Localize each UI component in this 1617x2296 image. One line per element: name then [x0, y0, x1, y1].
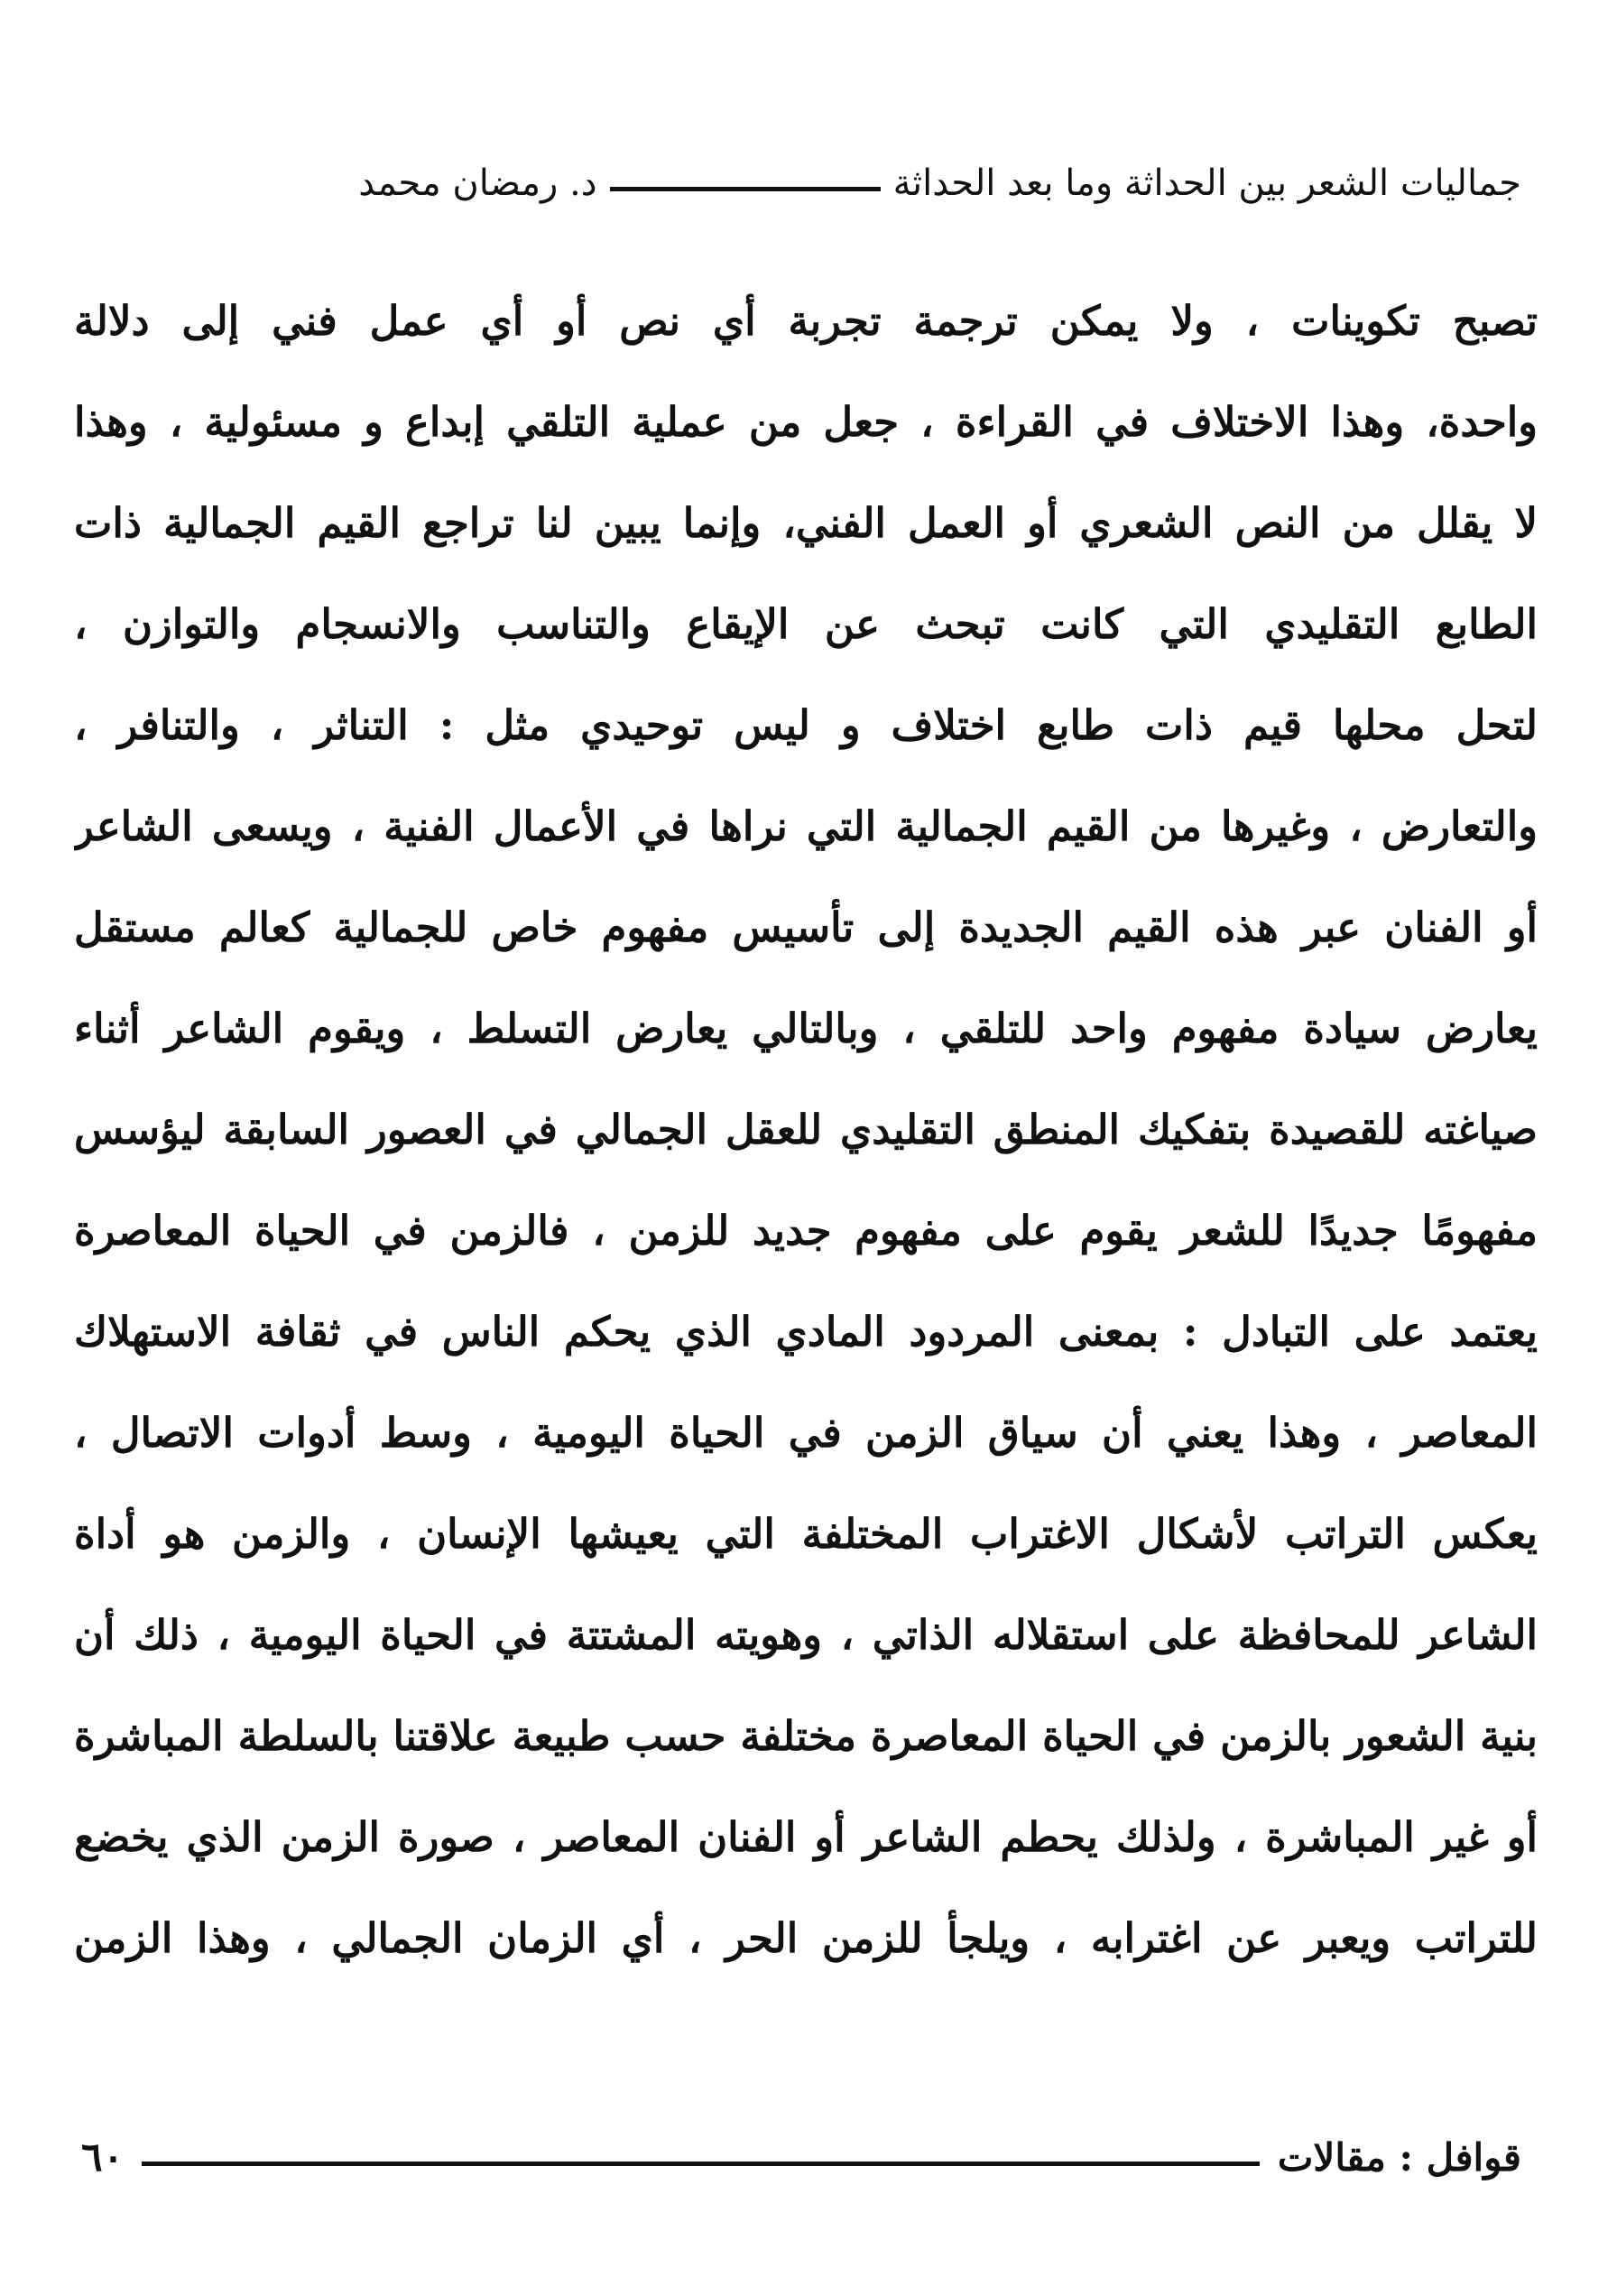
text-line: أو غير المباشرة ، ولذلك يحطم الشاعر أو الفنان المعاصر ، صورة الزمن الذي يخضع — [74, 1813, 1538, 1861]
text-line: صياغته للقصيدة بتفكيك المنطق التقليدي للعقل الجمالي في العصور السابقة ليؤسس — [74, 1106, 1538, 1153]
text-line: واحدة، وهذا الاختلاف في القراءة ، جعل من عملية التلقي إبداع و مسئولية ، وهذا — [74, 398, 1538, 446]
footer-rule — [142, 2162, 1260, 2166]
book-title: جماليات الشعر بين الحداثة وما بعد الحداثة — [892, 162, 1521, 204]
text-line: والتعارض ، وغيرها من القيم الجمالية التي نراها في الأعمال الفنية ، ويسعى الشاعر — [74, 802, 1538, 850]
text-line: بنية الشعور بالزمن في الحياة المعاصرة مختلفة حسب طبيعة علاقتنا بالسلطة المباشرة — [74, 1712, 1538, 1760]
text-line: لتحل محلها قيم ذات طابع اختلاف و ليس توحيدي مثل : التناثر ، والتنافر ، — [74, 701, 1538, 749]
body-text — [74, 271, 1538, 1989]
text-line: أو الفنان عبر هذه القيم الجديدة إلى تأسيس مفهوم خاص للجمالية كعالم مستقل — [74, 903, 1538, 951]
text-line: مفهومًا جديدًا للشعر يقوم على مفهوم جديد للزمن ، فالزمن في الحياة المعاصرة — [74, 1207, 1538, 1254]
text-line: الشاعر للمحافظة على استقلاله الذاتي ، وهويته المشتتة في الحياة اليومية ، ذلك أن — [74, 1611, 1538, 1659]
page-footer — [81, 2125, 1521, 2189]
text-line: يعارض سيادة مفهوم واحد للتلقي ، وبالتالي يعارض التسلط ، ويقوم الشاعر أثناء — [74, 1004, 1538, 1052]
text-line: المعاصر ، وهذا يعني أن سياق الزمن في الحياة اليومية ، وسط أدوات الاتصال ، — [74, 1409, 1538, 1457]
text-line: الطابع التقليدي التي كانت تبحث عن الإيقاع والتناسب والانسجام والتوازن ، — [74, 600, 1538, 648]
author-name: د. رمضان محمد — [358, 162, 597, 204]
section-label: قوافل : مقالات — [1277, 2134, 1521, 2180]
header-rule — [610, 187, 881, 191]
text-line: يعكس التراتب لأشكال الاغتراب المختلفة التي يعيشها الإنسان ، والزمن هو أداة — [74, 1510, 1538, 1558]
text-line: للتراتب ويعبر عن اغترابه ، ويلجأ للزمن الحر ، أي الزمان الجمالي ، وهذا الزمن — [74, 1914, 1538, 1962]
running-header — [106, 152, 1521, 215]
page-number: ٦٠ — [81, 2134, 125, 2180]
text-line: تصبح تكوينات ، ولا يمكن ترجمة تجربة أي نص أو أي عمل فني إلى دلالة — [74, 297, 1538, 345]
text-line: يعتمد على التبادل : بمعنى المردود المادي الذي يحكم الناس في ثقافة الاستهلاك — [74, 1308, 1538, 1356]
text-line: لا يقلل من النص الشعري أو العمل الفني، وإنما يبين لنا تراجع القيم الجمالية ذات — [74, 499, 1538, 547]
